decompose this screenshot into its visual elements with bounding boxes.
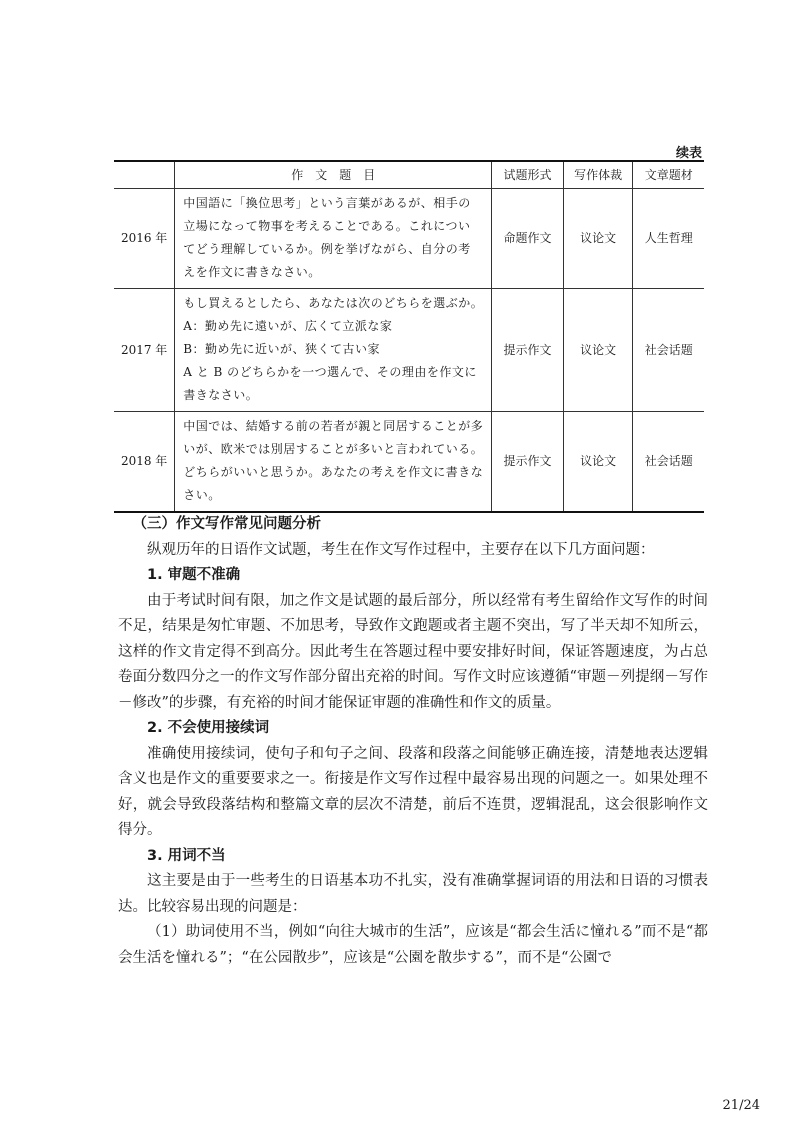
item-heading: 2. 不会使用接续词 bbox=[147, 720, 270, 736]
topic-line: 中国では、結婚する前の若者が親と同居することが多 bbox=[183, 419, 484, 433]
row-theme: 人生哲理 bbox=[633, 189, 704, 289]
topic-line: えを作文に書きなさい。 bbox=[183, 265, 321, 279]
row-year: 2018 年 bbox=[114, 412, 175, 513]
item-paragraph: 由于考试时间有限，加之作文是试题的最后部分，所以经常有考生留给作文写作的时间不足，结果是匆忙审题、不加思考，导致作文跑题或者主题不突出，写了半天却不知所云，这样的作文肯定得不到高分。因此考生在答题过程中要安排好时间，保证答题速度，为占总卷面分数四分之一的作文写作部分留出充裕的时间。写作文时应该遵循“审题－列提纲－写作－修改”的步骤，有充裕的时间才能保证审题的准确性和作文的质量。 bbox=[118, 592, 708, 711]
row-year: 2017 年 bbox=[114, 289, 175, 412]
topic-line: A：勤め先に遠いが、広くて立派な家 bbox=[183, 319, 393, 333]
row-topic bbox=[175, 189, 492, 289]
row-theme: 社会话题 bbox=[633, 412, 704, 513]
exam-topics-table bbox=[114, 160, 704, 513]
row-form: 提示作文 bbox=[492, 412, 564, 513]
item-heading: 1. 审题不准确 bbox=[147, 567, 241, 583]
row-form: 命题作文 bbox=[492, 189, 564, 289]
row-genre: 议论文 bbox=[563, 289, 633, 412]
section-intro: 纵观历年的日语作文试题，考生在作文写作过程中，主要存在以下几方面问题： bbox=[147, 541, 655, 558]
row-genre: 议论文 bbox=[563, 412, 633, 513]
topic-line: さい。 bbox=[183, 488, 221, 502]
item-sub-paragraph: （1）助词使用不当，例如“向往大城市的生活”，应该是“都会生活に憧れる”而不是“都会生活を憧れる”；“在公园散步”，应该是“公園を散歩する”，而不是“公園で bbox=[118, 924, 708, 966]
item-heading: 3. 用词不当 bbox=[147, 847, 226, 864]
topic-line: 中国語に「換位思考」という言葉があるが、相手の bbox=[183, 196, 471, 210]
table-row bbox=[114, 412, 704, 513]
topic-line: 立場になって物事を考えることである。これについ bbox=[183, 219, 471, 233]
analysis-section bbox=[118, 512, 708, 971]
table-row bbox=[114, 289, 704, 412]
header-topic: 作 文 题 目 bbox=[175, 161, 492, 189]
page-number: 21/24 bbox=[722, 1098, 760, 1113]
row-topic bbox=[175, 289, 492, 412]
topic-line: いが、欧米では別居することが多いと言われている。 bbox=[183, 442, 484, 456]
row-form: 提示作文 bbox=[492, 289, 564, 412]
table-header-row bbox=[114, 161, 704, 189]
row-topic bbox=[175, 412, 492, 513]
header-form: 试题形式 bbox=[492, 161, 564, 189]
item-paragraph: 这主要是由于一些考生的日语基本功不扎实，没有准确掌握词语的用法和日语的习惯表达。比较容易出现的问题是： bbox=[118, 873, 708, 915]
header-genre: 写作体裁 bbox=[563, 161, 633, 189]
section-heading: （三）作文写作常见问题分析 bbox=[132, 516, 321, 532]
topic-line: 書きなさい。 bbox=[183, 388, 259, 402]
topic-line: B：勤め先に近いが、狭くて古い家 bbox=[183, 342, 381, 356]
topic-line: もし買えるとしたら、あなたは次のどちらを選ぶか。 bbox=[183, 296, 484, 310]
topic-line: てどう理解しているか。例を挙げながら、自分の考 bbox=[183, 242, 471, 256]
item-paragraph: 准确使用接续词，使句子和句子之间、段落和段落之间能够正确连接，清楚地表达逻辑含义也是作文的重要要求之一。衔接是作文写作过程中最容易出现的问题之一。如果处理不好，就会导致段落结构和整篇文章的层次不清楚，前后不连贯，逻辑混乱，这会很影响作文得分。 bbox=[118, 745, 708, 838]
row-theme: 社会话题 bbox=[633, 289, 704, 412]
topic-line: どちらがいいと思うか。あなたの考えを作文に書きな bbox=[183, 465, 484, 479]
row-genre: 议论文 bbox=[563, 189, 633, 289]
table-row bbox=[114, 189, 704, 289]
topic-line: A と B のどちらかを一つ選んで、その理由を作文に bbox=[183, 365, 477, 379]
header-year bbox=[114, 161, 175, 189]
header-theme: 文章题材 bbox=[633, 161, 704, 189]
table-continued-label: 续表 bbox=[675, 146, 702, 161]
row-year: 2016 年 bbox=[114, 189, 175, 289]
